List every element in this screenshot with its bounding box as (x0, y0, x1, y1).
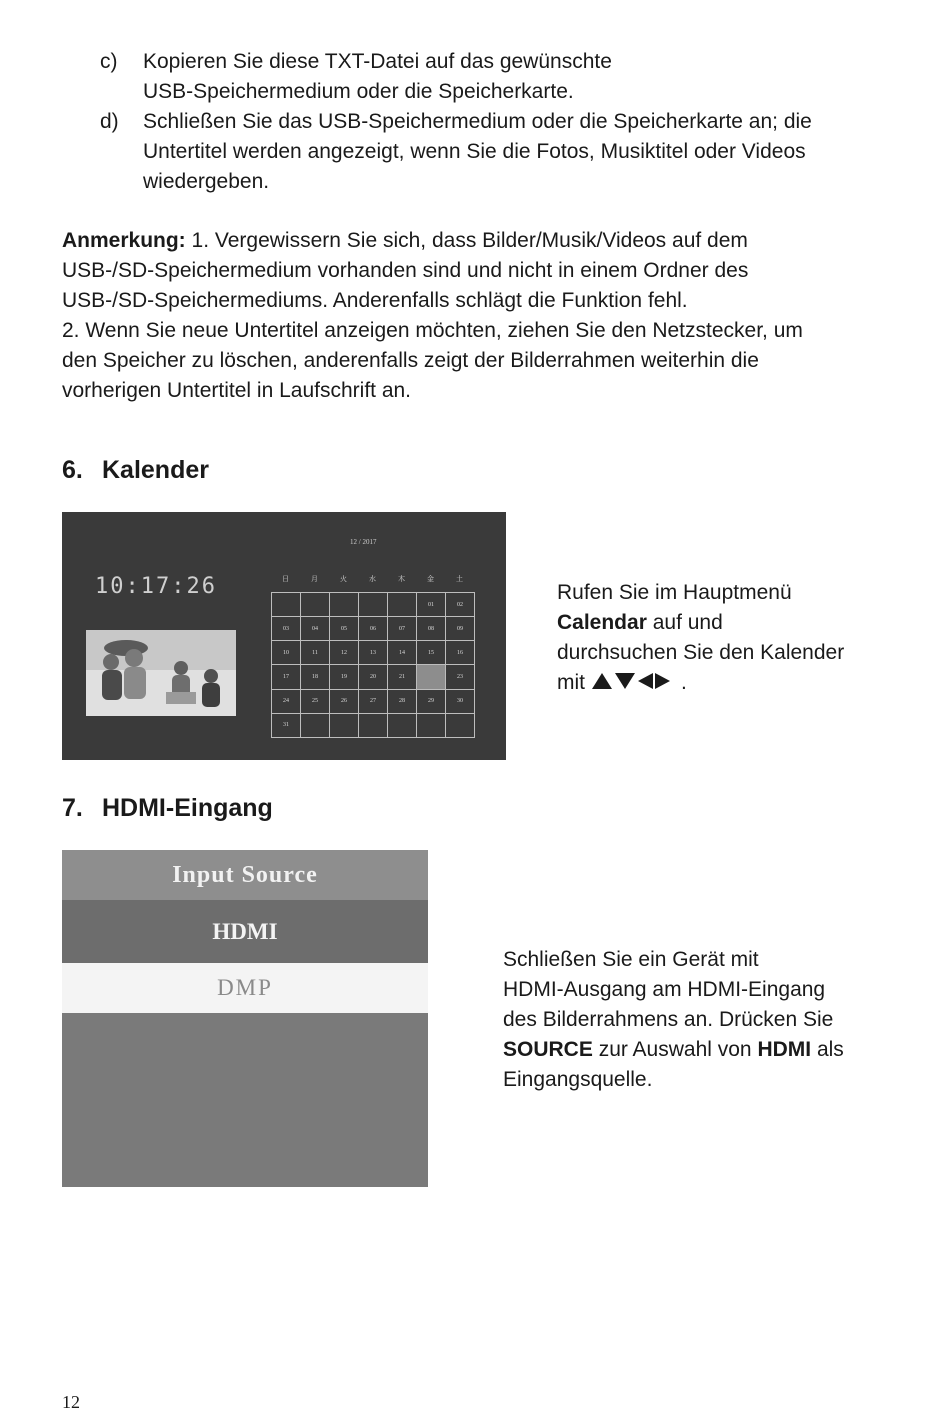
text-line: wiedergeben. (143, 170, 270, 193)
text-line: Rufen Sie im Hauptmenü (557, 581, 792, 604)
note-line-6: vorherigen Untertitel in Laufschrift an. (62, 379, 412, 402)
calendar-day[interactable]: 30 (446, 690, 475, 714)
input-option-dmp: DMP (62, 963, 428, 1013)
hdmi-instructions (503, 945, 844, 1095)
calendar-day[interactable] (301, 714, 330, 738)
text-line: Eingangsquelle. (503, 1068, 653, 1091)
section-title: Kalender (102, 456, 209, 484)
calendar-day[interactable]: 06 (359, 617, 388, 641)
calendar-weekday: 火 (340, 576, 347, 583)
text-line: Calendar auf und (557, 611, 723, 634)
text-line: mit . (557, 671, 687, 694)
calendar-day[interactable]: 13 (359, 641, 388, 665)
calendar-clock: 10:17:26 (95, 574, 217, 599)
calendar-day[interactable]: 26 (330, 690, 359, 714)
calendar-day[interactable]: 02 (446, 593, 475, 617)
note-line-2: USB-/SD-Speichermedium vorhanden sind und nicht in einem Ordner des (62, 259, 749, 282)
list-item-text (143, 107, 883, 197)
text-line: Schließen Sie das USB-Speichermedium oder die Speicherkarte an; die (143, 110, 812, 133)
calendar-day[interactable] (359, 593, 388, 617)
calendar-instructions (557, 578, 844, 698)
section-heading-hdmi (62, 794, 273, 823)
text-line: USB-Speichermedium oder die Speicherkarte. (143, 80, 574, 103)
list-item-text (143, 47, 883, 107)
calendar-day[interactable]: 01 (417, 593, 446, 617)
calendar-day[interactable]: 16 (446, 641, 475, 665)
section-number: 7. (62, 794, 83, 822)
calendar-day[interactable]: 27 (359, 690, 388, 714)
text-line: durchsuchen Sie den Kalender (557, 641, 845, 664)
note-line-1: Anmerkung: 1. Vergewissern Sie sich, dass Bilder/Musik/Videos auf dem (62, 229, 748, 252)
calendar-weekday-row (271, 574, 474, 584)
page-number: 12 (62, 1392, 80, 1412)
calendar-day[interactable] (359, 714, 388, 738)
calendar-day[interactable]: 29 (417, 690, 446, 714)
section-number: 6. (62, 456, 83, 484)
calendar-day[interactable]: 23 (446, 665, 475, 689)
calendar-day[interactable]: 04 (301, 617, 330, 641)
note-paragraph (62, 226, 902, 406)
calendar-day[interactable]: 11 (301, 641, 330, 665)
calendar-day[interactable]: 14 (388, 641, 417, 665)
calendar-day[interactable]: 08 (417, 617, 446, 641)
note-line-5: den Speicher zu löschen, anderenfalls zeigt der Bilderrahmen weiterhin die (62, 349, 759, 372)
arrow-keys-icon (591, 671, 681, 691)
calendar-day[interactable]: 28 (388, 690, 417, 714)
calendar-weekday: 月 (311, 576, 318, 583)
calendar-screenshot (62, 512, 506, 760)
calendar-day[interactable]: 10 (272, 641, 301, 665)
text-line: Untertitel werden angezeigt, wenn Sie die Fotos, Musiktitel oder Videos (143, 140, 806, 163)
family-beach-photo (86, 630, 236, 716)
list-marker: c) (100, 50, 118, 73)
calendar-day[interactable]: 07 (388, 617, 417, 641)
calendar-day[interactable]: 25 (301, 690, 330, 714)
list-marker: d) (100, 110, 119, 133)
calendar-month-year: 12 / 2017 (350, 538, 377, 546)
calendar-day[interactable] (330, 714, 359, 738)
calendar-day[interactable] (272, 593, 301, 617)
note-line-4: 2. Wenn Sie neue Untertitel anzeigen möchten, ziehen Sie den Netzstecker, um (62, 319, 803, 342)
text-line: Schließen Sie ein Gerät mit (503, 948, 759, 971)
section-title: HDMI-Eingang (102, 794, 273, 822)
calendar-day[interactable]: 09 (446, 617, 475, 641)
calendar-day[interactable]: 31 (272, 714, 301, 738)
input-source-screenshot (62, 850, 428, 1187)
calendar-weekday: 木 (398, 576, 405, 583)
calendar-weekday: 金 (427, 576, 434, 583)
text-line: des Bilderrahmens an. Drücken Sie (503, 1008, 834, 1031)
calendar-weekday: 水 (369, 576, 376, 583)
calendar-day[interactable] (446, 714, 475, 738)
calendar-day[interactable] (388, 593, 417, 617)
calendar-day[interactable]: 05 (330, 617, 359, 641)
calendar-day[interactable] (388, 714, 417, 738)
section-heading-calendar (62, 456, 209, 485)
calendar-day[interactable]: 24 (272, 690, 301, 714)
text-line: SOURCE zur Auswahl von HDMI als (503, 1038, 844, 1061)
calendar-day[interactable]: 18 (301, 665, 330, 689)
calendar-day[interactable] (301, 593, 330, 617)
calendar-day[interactable]: 17 (272, 665, 301, 689)
note-label: Anmerkung: (62, 229, 186, 252)
calendar-day[interactable]: 19 (330, 665, 359, 689)
input-option-hdmi: HDMI (62, 900, 428, 963)
calendar-day[interactable]: 20 (359, 665, 388, 689)
calendar-weekday: 土 (456, 576, 463, 583)
calendar-day[interactable] (330, 593, 359, 617)
calendar-day-selected[interactable] (417, 665, 446, 689)
calendar-weekday: 日 (282, 576, 289, 583)
text-line: Kopieren Sie diese TXT-Datei auf das gewünschte (143, 50, 612, 73)
input-source-title: Input Source (62, 850, 428, 900)
calendar-day[interactable] (417, 714, 446, 738)
note-line-3: USB-/SD-Speichermediums. Anderenfalls schlägt die Funktion fehl. (62, 289, 688, 312)
calendar-day[interactable]: 12 (330, 641, 359, 665)
family-beach-photo-graphic (86, 630, 236, 716)
calendar-day[interactable]: 21 (388, 665, 417, 689)
calendar-day[interactable]: 15 (417, 641, 446, 665)
calendar-day[interactable]: 03 (272, 617, 301, 641)
text-line: HDMI-Ausgang am HDMI-Eingang (503, 978, 826, 1001)
calendar-grid (271, 592, 475, 738)
